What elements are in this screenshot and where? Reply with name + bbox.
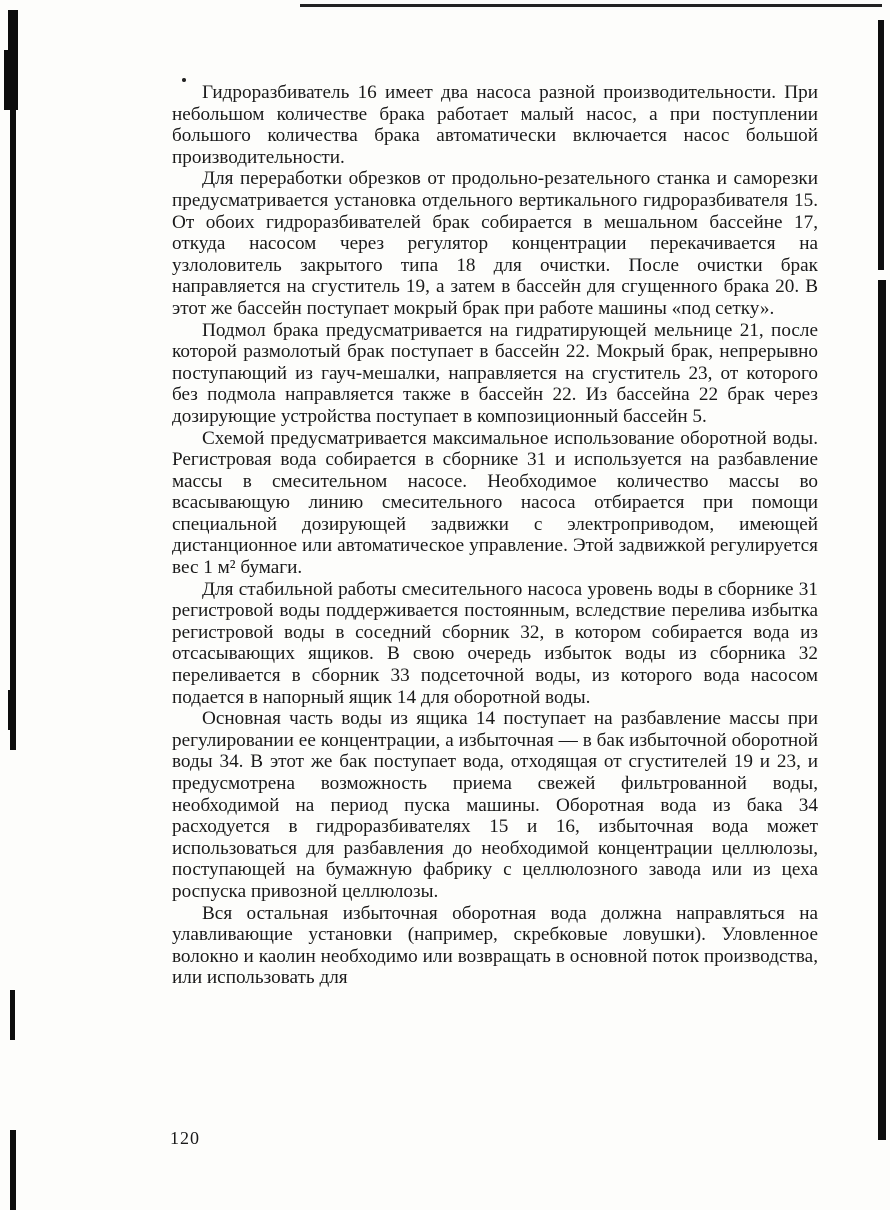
paragraph-7: Вся остальная избыточная оборотная вода должна направляться на улавливающие установки (например, скребковые ловушки). Уловленное волокно и каолин необходимо или возвращать в основной поток производства, или использовать для	[172, 902, 818, 989]
paragraph-2: Для переработки обрезков от продольно-резательного станка и саморезки предусматривается установка отдельного вертикального гидроразбивателя 15. От обоих гидроразбивателей брак собирается в мешальном бассейне 17, откуда насосом через регулятор концентрации перекачивается на узлоловитель закрытого типа 18 для очистки. После очистки брак направляется на сгуститель 19, а затем в бассейн для сгущенного брака 20. В этот же бассейн поступает мокрый брак при работе машины «под сетку».	[172, 168, 818, 319]
page-number: 120	[170, 1128, 200, 1148]
scan-edge-right	[872, 0, 886, 1207]
body-text	[172, 82, 818, 989]
paragraph-3: Подмол брака предусматривается на гидратирующей мельнице 21, после которой размолотый брак поступает в бассейн 22. Мокрый брак, непрерывно поступающий из гауч-мешалки, направляется на сгуститель 23, от которого без подмола направляется также в бассейн 22. Из бассейна 22 брак через дозирующие устройства поступает в композиционный бассейн 5.	[172, 319, 818, 427]
paragraph-1: Гидроразбиватель 16 имеет два насоса разной производительности. При небольшом количестве брака работает малый насос, а при поступлении большого количества брака автоматически включается насос большой производительности.	[172, 82, 818, 168]
scan-edge-left	[4, 10, 20, 1200]
paragraph-5: Для стабильной работы смесительного насоса уровень воды в сборнике 31 регистровой воды поддерживается постоянным, вследствие перелива избытка регистровой воды в соседний сборник 32, в котором собирается вода из отсасывающих ящиков. В свою очередь избыток воды из сборника 32 переливается в сборник 33 подсеточной воды, из которого вода насосом подается в напорный ящик 14 для оборотной воды.	[172, 578, 818, 708]
paragraph-4: Схемой предусматривается максимальное использование оборотной воды. Регистровая вода собирается в сборнике 31 и используется на разбавление массы в смесительном насосе. Необходимое количество массы во всасывающую линию смесительного насоса отбирается при помощи специальной дозирующей задвижки с электроприводом, имеющей дистанционное или автоматическое управление. Этой задвижкой регулируется вес 1 м² бумаги.	[172, 427, 818, 579]
paragraph-6: Основная часть воды из ящика 14 поступает на разбавление массы при регулировании ее концентрации, а избыточная — в бак избыточной оборотной воды 34. В этот же бак поступает вода, отходящая от сгустителей 19 и 23, и предусмотрена возможность приема свежей фильтрованной воды, необходимой на период пуска машины. Оборотная вода из бака 34 расходуется в гидроразбивателях 15 и 16, избыточная вода может использоваться для разбавления до необходимой концентрации целлюлозы, поступающей на бумажную фабрику с целлюлозного завода или из цеха роспуска привозной целлюлозы.	[172, 708, 818, 902]
scan-edge-top	[300, 4, 882, 7]
